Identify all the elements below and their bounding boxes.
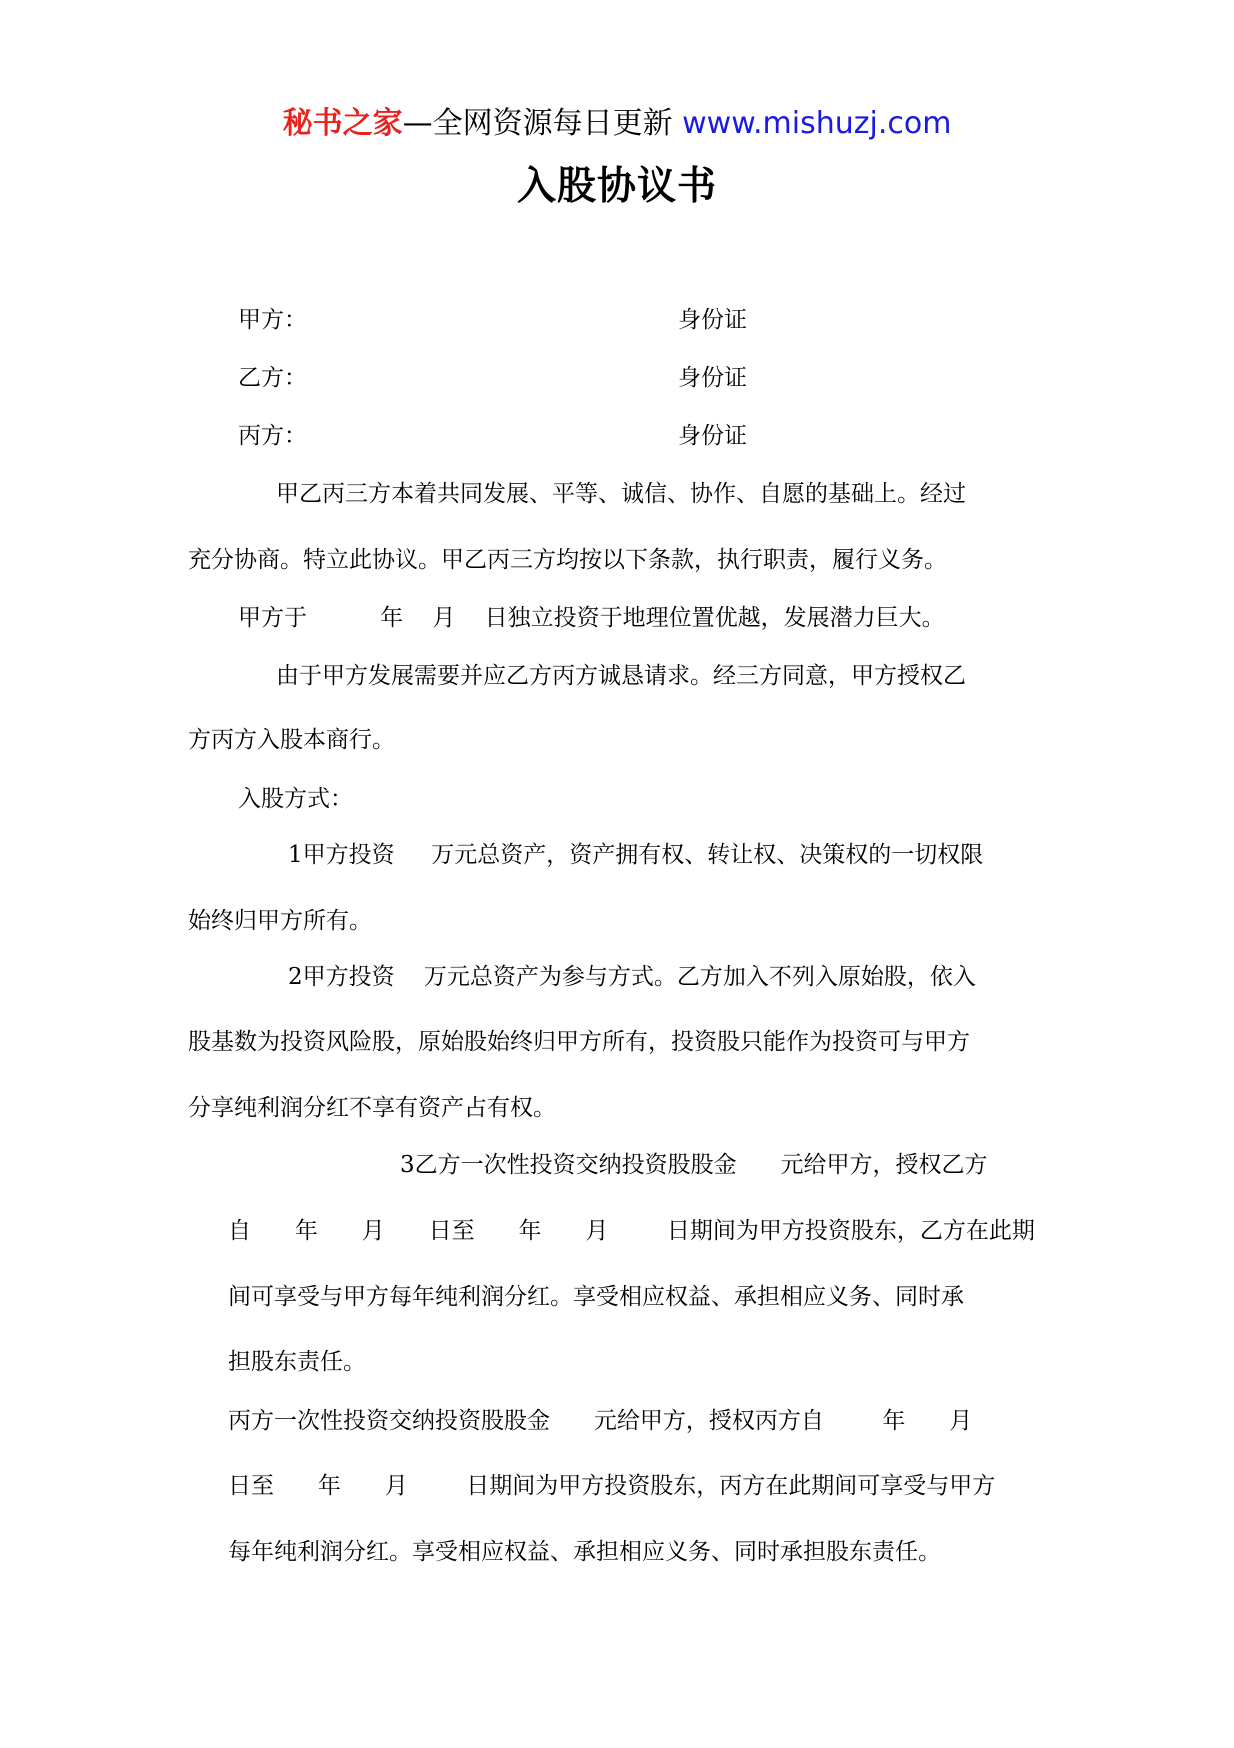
paragraph-line: 间可享受与甲方每年纯利润分红。享受相应权益、承担相应义务、同时承 [228, 1284, 964, 1310]
paragraph-line: 日至 年 月 日期间为甲方投资股东，丙方在此期间可享受与甲方 [228, 1473, 996, 1499]
paragraph-line: 甲乙丙三方本着共同发展、平等、诚信、协作、自愿的基础上。经过 [276, 481, 966, 507]
paragraph-line: 丙方一次性投资交纳投资股股金 元给甲方，授权丙方自 年 月 [228, 1408, 973, 1434]
paragraph-line: 每年纯利润分红。享受相应权益、承担相应义务、同时承担股东责任。 [228, 1539, 941, 1565]
party-b-label: 乙方： [238, 365, 307, 391]
party-a-id-label: 身份证 [678, 307, 747, 333]
site-url[interactable]: www.mishuzj.com [682, 106, 952, 141]
paragraph-line: 充分协商。特立此协议。甲乙丙三方均按以下条款，执行职责，履行义务。 [188, 547, 947, 573]
party-a-label: 甲方： [238, 307, 307, 333]
paragraph-line: 由于甲方发展需要并应乙方丙方诚恳请求。经三方同意，甲方授权乙 [276, 663, 966, 689]
site-slogan: —全网资源每日更新 [402, 106, 683, 141]
paragraph-line: 自 年 月 日至 年 月 日期间为甲方投资股东，乙方在此期 [228, 1218, 1035, 1244]
paragraph-line: 股基数为投资风险股，原始股始终归甲方所有，投资股只能作为投资可与甲方 [188, 1029, 970, 1055]
site-brand: 秘书之家 [282, 106, 403, 141]
site-header [0, 104, 1234, 144]
party-c-id-label: 身份证 [678, 423, 747, 449]
paragraph-line: 入股方式： [238, 786, 353, 812]
paragraph-line: 2甲方投资 万元总资产为参与方式。乙方加入不列入原始股，依入 [288, 964, 976, 990]
party-b-id-label: 身份证 [678, 365, 747, 391]
paragraph-line: 3乙方一次性投资交纳投资股股金 元给甲方，授权乙方 [400, 1152, 988, 1178]
paragraph-line: 方丙方入股本商行。 [188, 727, 395, 753]
paragraph-line: 分享纯利润分红不享有资产占有权。 [188, 1095, 556, 1121]
paragraph-line: 1甲方投资 万元总资产，资产拥有权、转让权、决策权的一切权限 [288, 842, 984, 868]
party-c-label: 丙方： [238, 423, 307, 449]
paragraph-line: 甲方于 年 月 日独立投资于地理位置优越，发展潜力巨大。 [238, 605, 945, 631]
paragraph-line: 担股东责任。 [228, 1349, 366, 1375]
paragraph-line: 始终归甲方所有。 [188, 908, 372, 934]
document-title: 入股协议书 [516, 164, 717, 209]
